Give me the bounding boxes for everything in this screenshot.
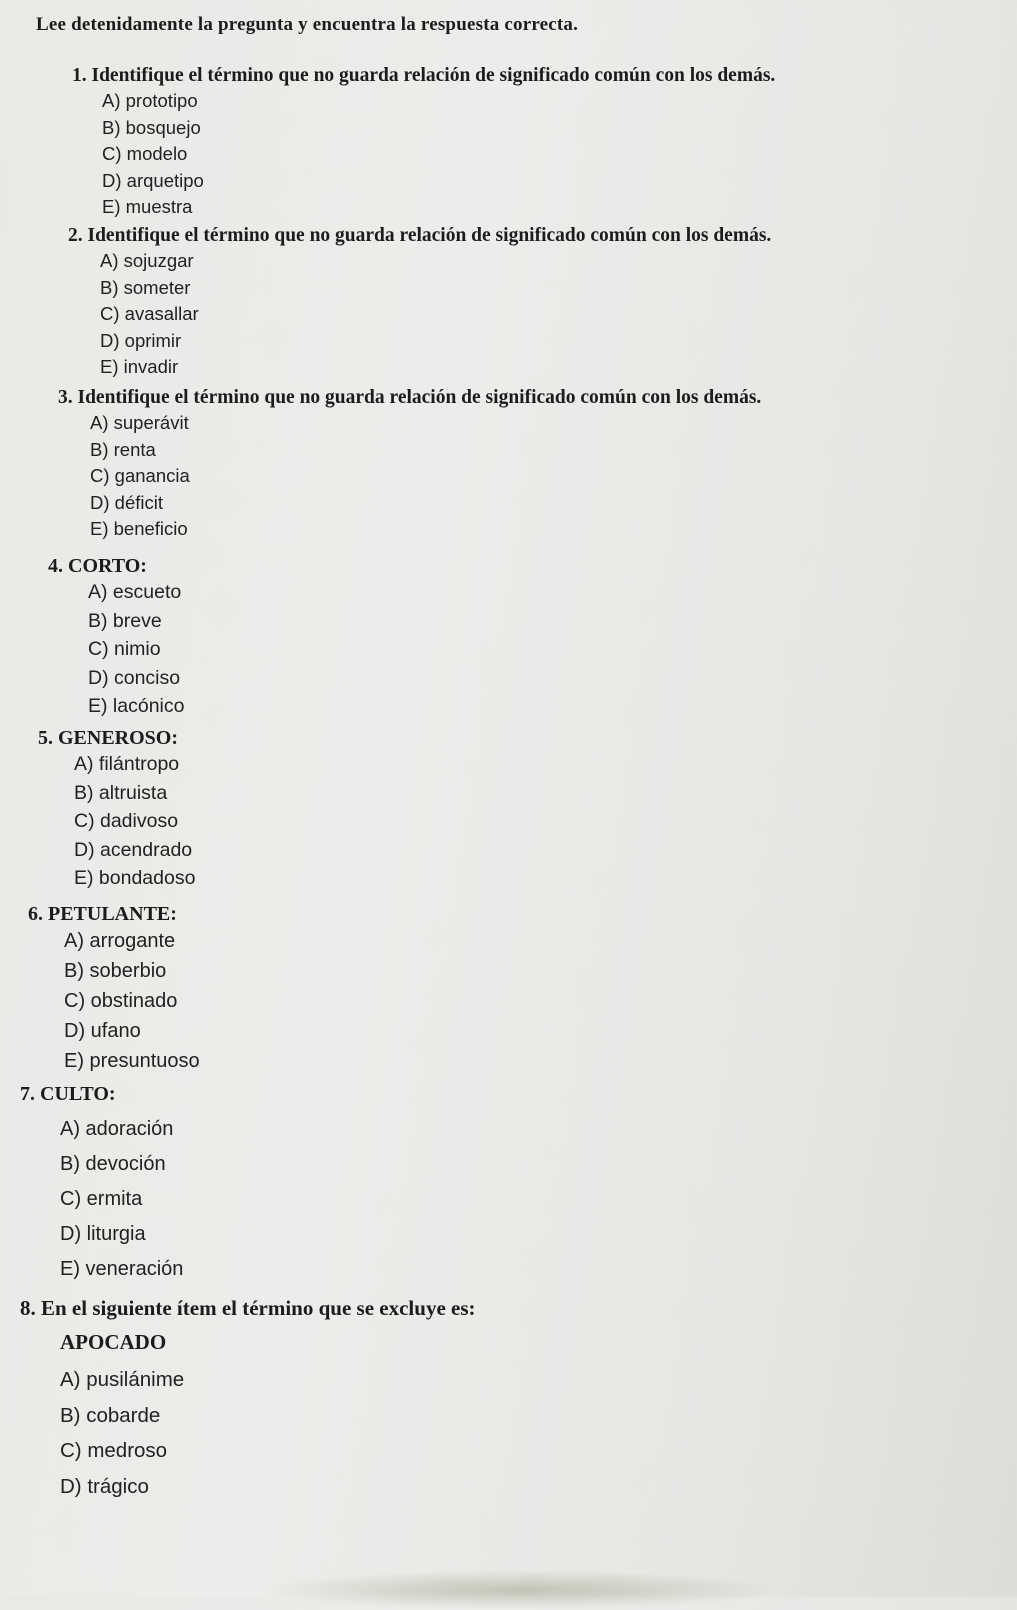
option-a[interactable]: A) escueto [88,581,182,603]
option-d[interactable]: D) déficit [90,491,163,513]
option-c[interactable]: C) dadivoso [74,810,179,832]
option-e[interactable]: E) muestra [102,196,193,217]
option-d[interactable]: D) trágico [60,1474,149,1498]
option-e[interactable]: E) lacónico [88,695,185,717]
option-e[interactable]: E) veneración [60,1258,184,1280]
option-d[interactable]: D) ufano [64,1020,141,1042]
option-d[interactable]: D) conciso [88,666,181,689]
options-list [64,926,213,1076]
option-b[interactable]: B) someter [100,276,191,298]
option-b[interactable]: B) renta [90,438,156,460]
question-title: 5. GENEROSO: [38,727,179,749]
question-title: 7. CULTO: [20,1083,116,1105]
option-a[interactable]: A) superávit [90,412,189,433]
option-a[interactable]: A) arrogante [64,930,176,952]
question-title: 4. CORTO: [48,555,147,577]
options-list [88,578,187,721]
options-list [60,1362,516,1504]
option-b[interactable]: B) altruista [74,781,168,804]
option-b[interactable]: B) soberbio [64,960,167,982]
option-e[interactable]: E) presuntuoso [64,1050,200,1072]
options-list [90,410,793,543]
option-e[interactable]: E) beneficio [90,518,188,539]
question-1 [72,64,775,221]
options-list [102,88,805,221]
question-title: 1. Identifique el término que no guarda relación de significado común con los demás. [72,65,776,86]
option-c[interactable]: C) medroso [60,1439,168,1462]
option-b[interactable]: B) devoción [60,1153,166,1175]
option-a[interactable]: A) prototipo [102,90,198,111]
option-c[interactable]: C) avasallar [100,303,199,324]
option-d[interactable]: D) acendrado [74,838,193,861]
option-a[interactable]: A) pusilánime [60,1368,185,1391]
option-b[interactable]: B) breve [88,609,162,632]
option-b[interactable]: B) cobarde [60,1403,161,1427]
option-e[interactable]: E) bondadoso [74,867,196,889]
option-d[interactable]: D) liturgia [60,1223,146,1245]
question-6 [28,896,200,1076]
option-d[interactable]: D) arquetipo [102,169,204,191]
option-a[interactable]: A) filántropo [74,753,180,775]
question-5 [38,720,196,893]
question-7 [20,1076,184,1287]
question-title: 3. Identifique el término que no guarda relación de significado común con los demás. [58,387,762,408]
options-list [100,248,803,381]
finger-shadow [260,1570,780,1610]
question-title: 8. En el siguiente ítem el término que se excluye es: [20,1296,476,1320]
option-c[interactable]: C) obstinado [64,990,178,1012]
question-title: 2. Identifique el término que no guarda relación de significado común con los demás. [68,225,772,246]
option-c[interactable]: C) modelo [102,143,188,164]
question-2 [68,224,771,381]
option-d[interactable]: D) oprimir [100,329,182,351]
question-keyword: APOCADO [60,1330,167,1354]
option-c[interactable]: C) ganancia [90,465,190,486]
option-a[interactable]: A) adoración [60,1118,174,1140]
option-a[interactable]: A) sojuzgar [100,250,194,271]
question-4 [48,548,185,721]
option-b[interactable]: B) bosquejo [102,116,201,138]
question-3 [58,386,761,543]
question-8 [20,1296,476,1504]
options-list [74,750,214,893]
option-c[interactable]: C) ermita [60,1188,143,1210]
options-list [60,1112,183,1287]
option-e[interactable]: E) invadir [100,356,179,377]
question-title: 6. PETULANTE: [28,903,177,925]
instructions-heading: Lee detenidamente la pregunta y encuentra la respuesta correcta. [36,14,579,35]
option-c[interactable]: C) nimio [88,638,161,660]
